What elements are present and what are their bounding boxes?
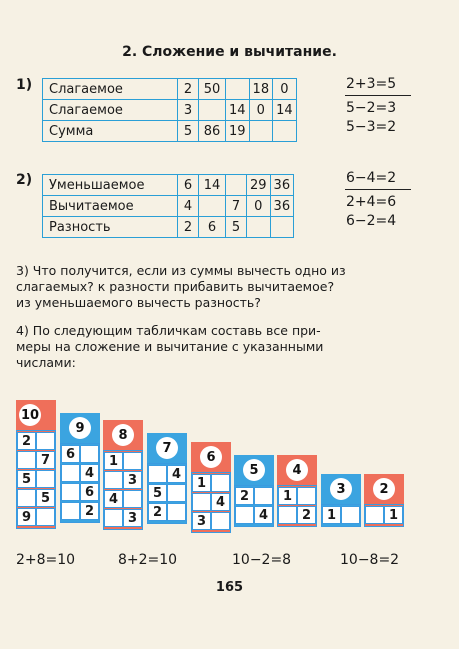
task1-top-equation: 2+3=5: [346, 76, 397, 92]
table-cell: 0: [249, 100, 273, 121]
task2-equation: 6−2=4: [346, 213, 397, 229]
table-cell: 18: [249, 79, 273, 100]
table-cell: 3: [178, 100, 199, 121]
card-number-badge: 6: [200, 446, 222, 468]
table-row: [43, 196, 294, 217]
card-header: [321, 474, 361, 504]
card-cell: 5: [17, 470, 36, 488]
card-cell: [365, 506, 384, 524]
card-cell: [36, 508, 55, 526]
card-cell: 2: [148, 503, 167, 521]
table-cell: 19: [226, 121, 250, 142]
table-cell: [226, 79, 250, 100]
example-equation: 8+2=10: [118, 552, 178, 568]
task3-line: из уменьшаемого вычесть разность?: [16, 295, 261, 310]
card-number-badge: 9: [69, 417, 91, 439]
card-cell: 4: [80, 464, 99, 482]
card-cell: 5: [148, 484, 167, 502]
card-cell: [123, 490, 142, 508]
table-cell: 50: [199, 79, 226, 100]
table-cell: [273, 121, 297, 142]
task1-number: 1): [16, 77, 33, 93]
card-cell: 6: [80, 483, 99, 501]
row-label: Уменьшаемое: [43, 175, 178, 196]
task1-divider: [345, 95, 411, 96]
card-grid: [103, 450, 143, 530]
table-cell: 29: [247, 175, 271, 196]
card-cell: 4: [104, 490, 123, 508]
card-number-badge: 8: [112, 424, 134, 446]
card-cell: [104, 471, 123, 489]
card-grid: [321, 504, 361, 527]
task4-text: [16, 323, 323, 371]
card-header: [103, 420, 143, 450]
addition-table: [42, 78, 297, 142]
card-cell: 6: [61, 445, 80, 463]
card-cell: [61, 502, 80, 520]
table-cell: 0: [247, 196, 271, 217]
card-grid: [60, 443, 100, 523]
table-cell: 14: [199, 175, 226, 196]
card-header: [191, 442, 231, 472]
card-cell: [61, 464, 80, 482]
task4-line: меры на сложение и вычитание с указанными: [16, 339, 324, 354]
card-number-badge: 3: [330, 478, 352, 500]
card-cell: [254, 487, 273, 505]
card-cell: [80, 445, 99, 463]
card-cell: [61, 483, 80, 501]
card-cell: 7: [36, 451, 55, 469]
card-cell: 2: [17, 432, 36, 450]
card-cell: 4: [211, 493, 230, 511]
card-cell: [211, 474, 230, 492]
table-row: [43, 217, 294, 238]
card-number-badge: 10: [19, 404, 41, 426]
table-cell: 6: [199, 217, 226, 238]
page-title: 2. Сложение и вычитание.: [122, 44, 337, 60]
row-label: Слагаемое: [43, 79, 178, 100]
card-header: [147, 433, 187, 463]
card-cell: [167, 484, 186, 502]
table-cell: [199, 196, 226, 217]
table-cell: 5: [178, 121, 199, 142]
card-cell: 3: [123, 509, 142, 527]
card-grid: [277, 485, 317, 527]
card-header: [364, 474, 404, 504]
card-number-badge: 4: [286, 459, 308, 481]
table-cell: 36: [270, 196, 294, 217]
card-cell: [36, 432, 55, 450]
table-cell: 14: [273, 100, 297, 121]
table-cell: 6: [178, 175, 199, 196]
table-cell: 4: [178, 196, 199, 217]
task4-line: 4) По следующим табличкам составь все при-: [16, 323, 321, 338]
table-cell: [199, 100, 226, 121]
card-cell: [192, 493, 211, 511]
table-cell: 2: [178, 217, 199, 238]
card-grid: [191, 472, 231, 533]
card-grid: [16, 430, 56, 529]
card-cell: [148, 465, 167, 483]
task4-line: числами:: [16, 355, 76, 370]
table-row: [43, 79, 297, 100]
table-row: [43, 100, 297, 121]
card-cell: 2: [297, 506, 316, 524]
card-number-badge: 7: [156, 437, 178, 459]
row-label: Разность: [43, 217, 178, 238]
task2-number: 2): [16, 172, 33, 188]
card-cell: [235, 506, 254, 524]
table-cell: [226, 175, 247, 196]
task1-equation: 5−3=2: [346, 119, 397, 135]
table-cell: 14: [226, 100, 250, 121]
card-cell: [36, 470, 55, 488]
card-cell: 9: [17, 508, 36, 526]
card-cell: 3: [123, 471, 142, 489]
card-cell: [278, 506, 297, 524]
card-grid: [364, 504, 404, 527]
task2-equation: 2+4=6: [346, 194, 397, 210]
row-label: Слагаемое: [43, 100, 178, 121]
card-cell: 1: [192, 474, 211, 492]
example-equation: 10−2=8: [232, 552, 292, 568]
card-cell: 3: [192, 512, 211, 530]
card-cell: 2: [235, 487, 254, 505]
row-label: Вычитаемое: [43, 196, 178, 217]
table-cell: 7: [226, 196, 247, 217]
card-cell: [104, 509, 123, 527]
card-number-badge: 5: [243, 459, 265, 481]
example-equation: 10−8=2: [340, 552, 400, 568]
card-cell: [341, 506, 360, 524]
table-cell: 5: [226, 217, 247, 238]
table-row: [43, 121, 297, 142]
task1-equation: 5−2=3: [346, 100, 397, 116]
table-cell: [270, 217, 294, 238]
table-cell: [247, 217, 271, 238]
card-cell: [123, 452, 142, 470]
card-cell: [297, 487, 316, 505]
task3-text: [16, 263, 346, 311]
row-label: Сумма: [43, 121, 178, 142]
table-cell: 36: [270, 175, 294, 196]
card-cell: 5: [36, 489, 55, 507]
card-cell: 1: [322, 506, 341, 524]
task3-line: слагаемых? к разности прибавить вычитаемое?: [16, 279, 335, 294]
task2-divider: [345, 189, 411, 190]
subtraction-table: [42, 174, 294, 238]
card-cell: 4: [167, 465, 186, 483]
table-cell: [249, 121, 273, 142]
card-cell: 1: [278, 487, 297, 505]
card-cell: 1: [104, 452, 123, 470]
card-header: [16, 400, 56, 430]
card-cell: 2: [80, 502, 99, 520]
card-cell: [211, 512, 230, 530]
table-cell: 2: [178, 79, 199, 100]
card-header: [277, 455, 317, 485]
card-cell: [167, 503, 186, 521]
task3-line: 3) Что получится, если из суммы вычесть одно из: [16, 263, 346, 278]
page-number: 165: [215, 580, 244, 595]
card-cell: 4: [254, 506, 273, 524]
example-equation: 2+8=10: [16, 552, 76, 568]
card-header: [60, 413, 100, 443]
card-number-badge: 2: [373, 478, 395, 500]
card-cell: [17, 489, 36, 507]
card-cell: 1: [384, 506, 403, 524]
table-cell: 0: [273, 79, 297, 100]
table-cell: 86: [199, 121, 226, 142]
card-grid: [234, 485, 274, 527]
card-grid: [147, 463, 187, 524]
task2-top-equation: 6−4=2: [346, 170, 397, 186]
table-row: [43, 175, 294, 196]
card-header: [234, 455, 274, 485]
card-cell: [17, 451, 36, 469]
